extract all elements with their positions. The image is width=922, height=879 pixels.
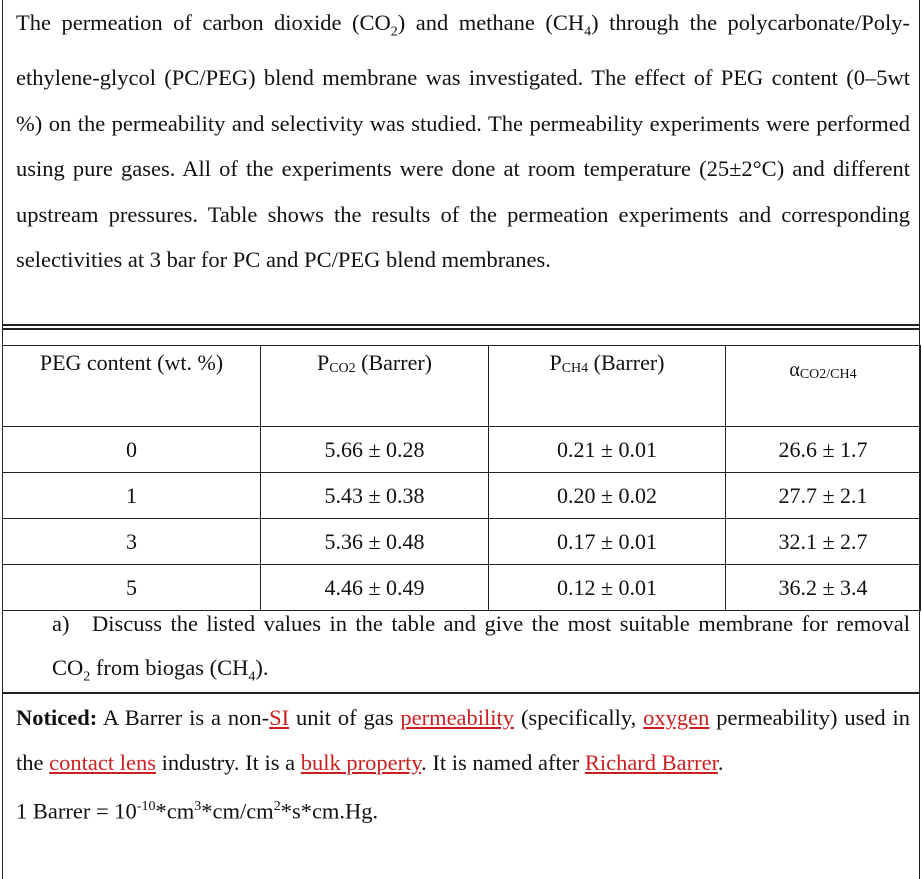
link-oxygen[interactable]: oxygen [643,705,710,730]
notice-paragraph [16,696,910,834]
question-text-3: ). [255,655,269,680]
link-permeability[interactable]: permeability [400,705,515,730]
cell-peg: 1 [3,473,261,519]
header-pch4-p: P [549,350,562,375]
notice-text-7: . [717,749,724,775]
header-pch4 [489,346,726,427]
header-pco2-p: P [316,350,330,375]
permeation-table [2,345,921,611]
intro-ch4-sub: 4 [584,24,592,40]
divider-top-1 [2,324,920,326]
cell-pco2: 5.43 ± 0.38 [261,473,489,519]
intro-co2-sub: 2 [390,24,398,40]
notice-text-5: industry. It is a [155,749,301,775]
table-header-row [3,346,921,427]
formula-exp-3: 2 [273,799,281,814]
header-peg-content: PEG content (wt. %) [3,346,261,427]
link-bulk-property[interactable]: bulk property [300,749,422,775]
cell-pch4: 0.17 ± 0.01 [489,519,726,565]
header-alpha-symbol: α [789,359,800,381]
notice-text-6: . It is named after [421,749,585,775]
formula-text-d: *s*cm.Hg. [280,798,379,824]
table-row [3,473,921,519]
cell-pch4: 0.21 ± 0.01 [489,427,726,473]
cell-peg: 3 [3,519,261,565]
link-si[interactable]: SI [269,705,290,730]
header-pco2 [261,346,489,427]
header-alpha [726,346,921,427]
question-label: a) [52,611,70,636]
formula-text-c: *cm/cm [201,798,274,824]
header-pco2-sub: CO2 [329,361,356,376]
cell-peg: 5 [3,565,261,611]
notice-label: Noticed: [16,705,98,730]
cell-pco2: 5.36 ± 0.48 [261,519,489,565]
header-alpha-sub: CO2/CH4 [799,367,857,382]
cell-alpha: 27.7 ± 2.1 [726,473,921,519]
divider-top-2 [2,328,920,330]
intro-text-2: ) and methane (CH [397,10,585,35]
formula-text-b: *cm [155,798,195,824]
cell-peg: 0 [3,427,261,473]
header-pco2-unit: (Barrer) [355,350,433,375]
cell-pco2: 4.46 ± 0.49 [261,565,489,611]
link-contact-lens[interactable]: contact lens [49,749,156,775]
intro-text-3: ) through the polycarbonate/Poly-ethylene-glycol (PC/PEG) blend membrane was investigated. The effect of PEG content (0–5wt %) on the permeability and selectivity was studied. The permeability experiments were performed using pure gases. All of the experiments were done at room temperature (25±2°C) and different upstream pressures. Table shows the results of the permeation experiments and corresponding selectivities at 3 bar for PC and PC/PEG blend membranes. [16,10,910,273]
link-richard-barrer[interactable]: Richard Barrer [584,749,718,775]
table-row [3,427,921,473]
question-a [52,602,910,700]
question-text-2: from biogas (CH [90,655,249,680]
table-row [3,519,921,565]
formula-text-a: 1 Barrer = 10 [16,798,137,824]
header-pch4-sub: CH4 [561,361,589,376]
formula-exp-1: -10 [136,799,156,814]
intro-paragraph [16,0,910,283]
question-co2-sub: 2 [83,669,91,685]
formula-exp-2: 3 [194,799,202,814]
cell-alpha: 26.6 ± 1.7 [726,427,921,473]
question-ch4-sub: 4 [248,669,256,685]
cell-pco2: 5.66 ± 0.28 [261,427,489,473]
header-pch4-unit: (Barrer) [588,350,665,375]
cell-pch4: 0.12 ± 0.01 [489,565,726,611]
cell-alpha: 36.2 ± 3.4 [726,565,921,611]
notice-text-1: A Barrer is a non- [97,705,270,730]
notice-text-2: unit of gas [289,705,401,730]
intro-text-1: The permeation of carbon dioxide (CO [16,10,391,35]
question-text-1: Discuss the listed values in the table and give the most suitable membrane for removal CO [52,611,910,680]
notice-text-4: permeability) used in the [16,705,910,775]
notice-text-3: (specifically, [514,705,644,730]
cell-pch4: 0.20 ± 0.02 [489,473,726,519]
cell-alpha: 32.1 ± 2.7 [726,519,921,565]
divider-notice [2,692,920,694]
